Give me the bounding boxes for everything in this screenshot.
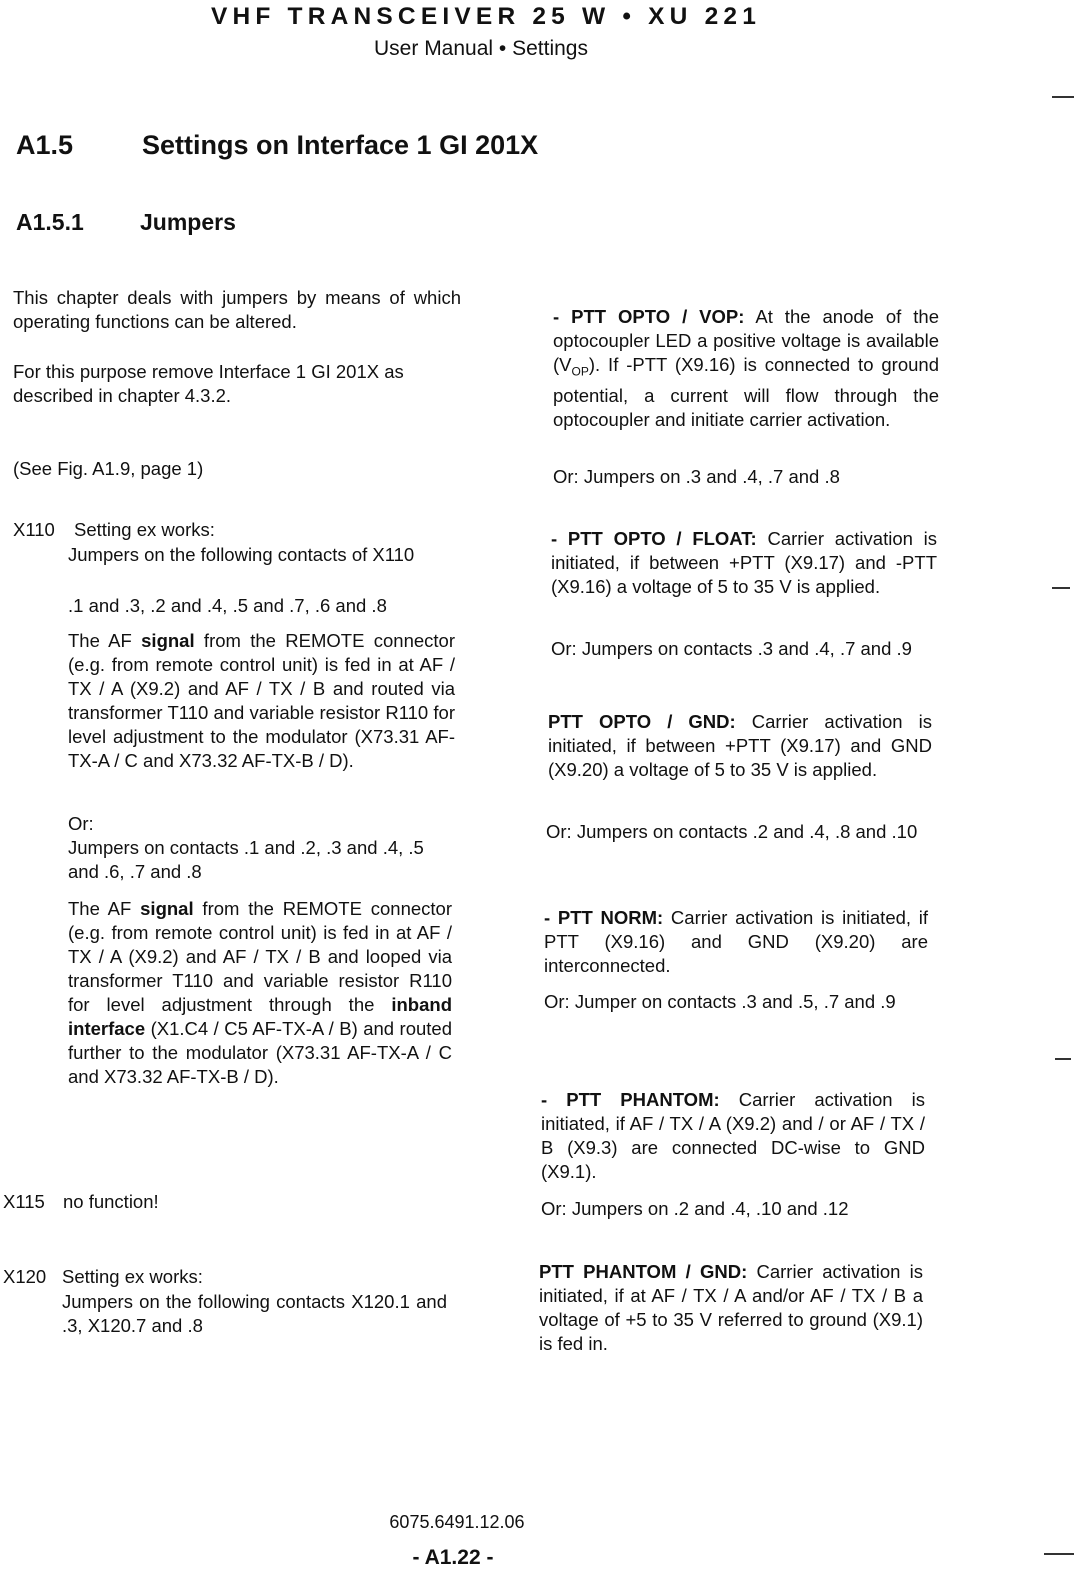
x110-setting-label: Setting ex works:: [74, 519, 215, 540]
ptt-opto-vop-jumpers: Or: Jumpers on .3 and .4, .7 and .8: [553, 466, 840, 487]
document-header-title: VHF TRANSCEIVER 25 W • XU 221: [210, 3, 762, 30]
ptt-opto-vop-paragraph: - PTT OPTO / VOP: At the anode of the optocoupler LED a positive voltage is available $(V_{OP})$. If -PTT (X9.16) is connected to ground potential, a current will flow through the optocoupler and initiate carrier activation.: [553, 306, 940, 430]
x110-jumpers-intro: Jumpers on the following contacts of X110: [68, 544, 415, 565]
x110-description-2: The AF signal from the REMOTE connector (e.g. from remote control unit) is fed in at AF / TX / A (X9.2) and AF / TX / B and looped via transformer T110 and variable resistor R110 for level adjustment through the inband interface (X1.C4 / C5 AF-TX-A / B) and routed further to the modulator (X73.31 AF-TX-A / C and X73.32 AF-TX-B / D).: [68, 898, 452, 1087]
margin-mark: [1044, 1553, 1074, 1555]
subsection-title: Jumpers: [140, 209, 236, 235]
x120-label: X120: [3, 1266, 47, 1287]
x120-setting-label: Setting ex works:: [62, 1266, 203, 1287]
ptt-phantom-jumpers: Or: Jumpers on .2 and .4, .10 and .12: [541, 1198, 849, 1219]
section-number: A1.5: [16, 130, 74, 160]
x110-or-label: Or:: [68, 813, 94, 834]
margin-mark: [1052, 96, 1074, 98]
x110-description-1: The AF signal from the REMOTE connector (e.g. from remote control unit) is fed in at AF / TX / A (X9.2) and AF / TX / B and routed via transformer T110 and variable resistor R110 for level adjustment to the modulator (X73.31 AF-TX-A / C and X73.32 AF-TX-B / D).: [68, 630, 455, 771]
document-code: 6075.6491.12.06: [389, 1512, 525, 1532]
ptt-opto-float-jumpers: Or: Jumpers on contacts .3 and .4, .7 and .9: [551, 638, 912, 659]
subsection-number: A1.5.1: [16, 209, 84, 235]
x115-text: no function!: [63, 1191, 159, 1212]
ptt-opto-gnd-paragraph: PTT OPTO / GND: Carrier activation is initiated, if between +PTT (X9.17) and GND (X9.20) a voltage of 5 to 35 V is applied.: [548, 711, 933, 780]
document-header-subtitle: User Manual • Settings: [374, 37, 588, 60]
x110-alt-jumpers: Jumpers on contacts .1 and .2, .3 and .4, .5 and .6, .7 and .8: [68, 837, 424, 882]
intro-paragraph: This chapter deals with jumpers by means of which operating functions can be altered.: [13, 287, 461, 332]
x110-jumpers: .1 and .3, .2 and .4, .5 and .7, .6 and .8: [68, 595, 387, 616]
ptt-norm-paragraph: - PTT NORM: Carrier activation is initiated, if PTT (X9.16) and GND (X9.20) are interconnected.: [544, 907, 928, 976]
x110-label: X110: [13, 519, 55, 540]
ptt-opto-float-paragraph: - PTT OPTO / FLOAT: Carrier activation is initiated, if between +PTT (X9.17) and -PTT (X9.16) a voltage of 5 to 35 V is applied.: [551, 528, 938, 597]
page-number: - A1.22 -: [412, 1546, 494, 1569]
intro-remove-paragraph: For this purpose remove Interface 1 GI 201X as described in chapter 4.3.2.: [13, 361, 404, 406]
section-title: Settings on Interface 1 GI 201X: [142, 130, 539, 160]
margin-mark: [1055, 1058, 1071, 1060]
ptt-opto-gnd-jumpers: Or: Jumpers on contacts .2 and .4, .8 and .10: [546, 821, 918, 842]
figure-reference: (See Fig. A1.9, page 1): [13, 458, 204, 479]
x115-label: X115: [3, 1191, 45, 1212]
ptt-phantom-gnd-paragraph: PTT PHANTOM / GND: Carrier activation is initiated, if at AF / TX / A and/or AF / TX / B a voltage of +5 to 35 V referred to ground (X9.1) is fed in.: [539, 1261, 923, 1354]
ptt-norm-jumpers: Or: Jumper on contacts .3 and .5, .7 and .9: [544, 991, 896, 1012]
x120-jumpers: Jumpers on the following contacts X120.1 and .3, X120.7 and .8: [62, 1291, 447, 1336]
ptt-phantom-paragraph: - PTT PHANTOM: Carrier activation is initiated, if AF / TX / A (X9.2) and / or AF / TX / B (X9.3) are connected DC-wise to GND (X9.1).: [541, 1089, 925, 1182]
margin-mark: [1052, 587, 1070, 589]
